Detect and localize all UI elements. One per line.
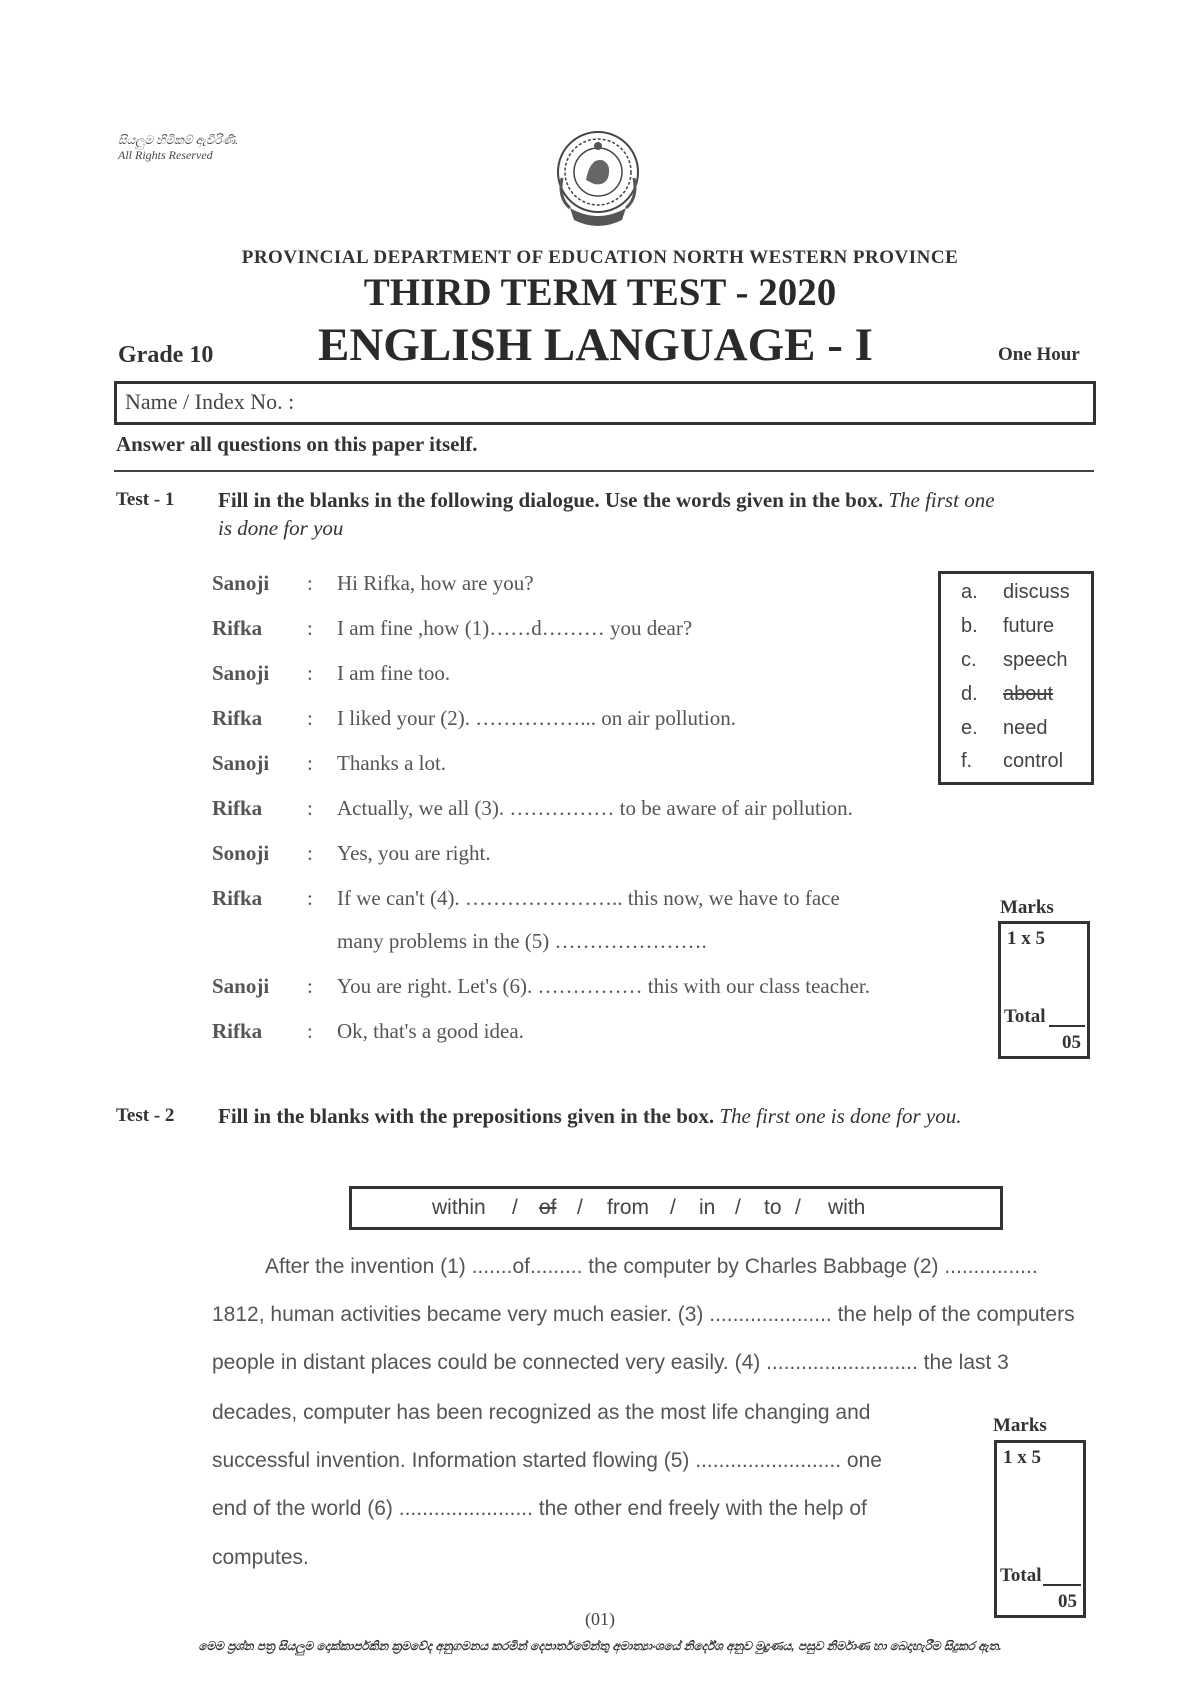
speaker: Rifka (212, 616, 263, 640)
separator: / (670, 1196, 676, 1219)
passage-line: end of the world (6) ....................... the other end freely with the help of (212, 1497, 867, 1520)
total-label: Total (1004, 1006, 1046, 1027)
colon: : (307, 616, 313, 640)
word-letter: c. (961, 649, 977, 671)
word-box-item (961, 615, 1054, 638)
colon: : (307, 661, 313, 685)
word-box-item (961, 750, 1063, 773)
dialogue-text: I am fine ,how (1)……d……… you dear? (337, 616, 693, 640)
preposition-struck: of (539, 1196, 557, 1219)
speaker: Sonoji (212, 841, 270, 865)
colon: : (307, 974, 313, 998)
separator: / (577, 1196, 583, 1219)
preposition: to (764, 1196, 782, 1219)
separator: / (735, 1196, 741, 1219)
speaker: Sanoji (212, 751, 270, 775)
separator: / (795, 1196, 801, 1219)
speaker: Sanoji (212, 571, 270, 595)
name-index-label: Name / Index No. : (125, 389, 295, 414)
passage-line: successful invention. Information started flowing (5) ......................... one (212, 1449, 882, 1472)
word: future (1003, 615, 1055, 637)
word: control (1003, 750, 1064, 772)
dialogue-text: Actually, we all (3). …………… to be aware of air pollution. (337, 796, 853, 820)
preposition: in (699, 1196, 716, 1219)
test1-marks-label: Marks (1000, 897, 1054, 918)
colon: : (307, 751, 313, 775)
passage-line: computes. (212, 1546, 309, 1569)
test1-instruction-text: Fill in the blanks in the following dialogue. Use the words given in the box. (218, 488, 884, 512)
word-box-item (961, 649, 1068, 672)
speaker: Rifka (212, 796, 263, 820)
exam-title: THIRD TERM TEST - 2020 (363, 271, 837, 314)
colon: : (307, 841, 313, 865)
dialogue-text: I liked your (2). ……………... on air pollution. (337, 706, 736, 730)
word-box-item (961, 717, 1048, 740)
page-number: (01) (585, 1609, 615, 1629)
preposition: with (828, 1196, 866, 1219)
colon: : (307, 571, 313, 595)
test2-marks-label: Marks (993, 1415, 1047, 1436)
test2-instruction-italic: The first one is done for you. (719, 1104, 962, 1128)
test1-instruction-italic-2: is done for you (218, 516, 344, 540)
word-letter: f. (961, 750, 973, 772)
test1-label: Test - 1 (116, 489, 175, 510)
test1-instruction (218, 486, 1098, 542)
dialogue-text: Yes, you are right. (337, 841, 491, 865)
passage-line: decades, computer has been recognized as the most life changing and (212, 1401, 871, 1424)
word-letter: b. (961, 615, 978, 637)
preposition-box (349, 1186, 1003, 1230)
total-value: 05 (1062, 1032, 1081, 1053)
speaker: Rifka (212, 886, 263, 910)
passage-line: After the invention (1) .......of......... the computer by Charles Babbage (2) ................ (265, 1255, 1038, 1278)
word-letter: a. (961, 581, 978, 603)
name-index-field[interactable] (114, 381, 1096, 425)
total-line (1049, 1025, 1085, 1027)
separator: / (512, 1196, 518, 1219)
speaker: Rifka (212, 1019, 263, 1043)
dialogue-text: If we can't (4). ………………….. this now, we have to face (337, 886, 840, 910)
test2-marks-box (994, 1440, 1086, 1618)
dialogue-text: You are right. Let's (6). …………… this with our class teacher. (337, 974, 870, 998)
word: speech (1003, 649, 1068, 671)
colon: : (307, 1019, 313, 1043)
dialogue-text: Hi Rifka, how are you? (337, 571, 534, 595)
marks-scheme: 1 x 5 (1007, 928, 1045, 949)
word-struck: about (1003, 683, 1054, 705)
passage-line: people in distant places could be connected very easily. (4) .......................... the last 3 (212, 1351, 1009, 1374)
copyright-notice (118, 133, 238, 163)
speaker: Rifka (212, 706, 263, 730)
test1-instruction-italic-1: The first one (888, 488, 995, 512)
preposition: from (607, 1196, 649, 1219)
total-value: 05 (1058, 1591, 1077, 1612)
test1-marks-box (998, 921, 1090, 1059)
duration-label: One Hour (998, 344, 1080, 365)
dialogue-text: Ok, that's a good idea. (337, 1019, 524, 1043)
subject-title: ENGLISH LANGUAGE - I (318, 319, 873, 371)
speaker: Sanoji (212, 974, 270, 998)
government-emblem-icon (554, 128, 642, 232)
passage-line: 1812, human activities became very much easier. (3) ..................... the help of the computers (212, 1303, 1075, 1326)
word-letter: d. (961, 683, 978, 705)
word-box-item (961, 683, 1053, 706)
rights-sinhala: සියලුම හිමිකම් ඇවිරිණි. (118, 133, 239, 147)
word: discuss (1003, 581, 1070, 603)
dialogue-text: Thanks a lot. (337, 751, 447, 775)
word-box (938, 571, 1094, 785)
word-box-item (961, 581, 1070, 604)
test2-instruction (218, 1102, 1098, 1130)
dialogue-text: I am fine too. (337, 661, 451, 685)
colon: : (307, 706, 313, 730)
divider (114, 470, 1094, 472)
preposition: within (432, 1196, 486, 1219)
footer-note: මෙම ප්‍රශ්න පත්‍ර සියලුම දොක්කාර්පකින ක්‍රමවේද අනුගමනය කරමින් දෙපාර්තමේන්තු අමාත්‍යාංශයේ නිර්දේශ අනුව මුද්‍රණය, පසුව නිර්මාණ හා බෙදාහැරීම සිදුකර ඇත. (198, 1639, 1002, 1653)
word: need (1003, 717, 1048, 739)
total-label: Total (1000, 1565, 1042, 1586)
marks-scheme: 1 x 5 (1003, 1447, 1041, 1468)
test2-instruction-text: Fill in the blanks with the prepositions given in the box. (218, 1104, 715, 1128)
colon: : (307, 886, 313, 910)
total-line (1043, 1584, 1081, 1586)
dialogue-text: many problems in the (5) …………………. (337, 929, 707, 953)
word-letter: e. (961, 717, 978, 739)
rights-english: All Rights Reserved (118, 148, 213, 162)
colon: : (307, 796, 313, 820)
test2-label: Test - 2 (116, 1105, 175, 1126)
general-instruction: Answer all questions on this paper itself. (116, 432, 478, 456)
grade-label: Grade 10 (118, 342, 214, 368)
department-title: PROVINCIAL DEPARTMENT OF EDUCATION NORTH WESTERN PROVINCE (241, 247, 959, 268)
speaker: Sanoji (212, 661, 270, 685)
